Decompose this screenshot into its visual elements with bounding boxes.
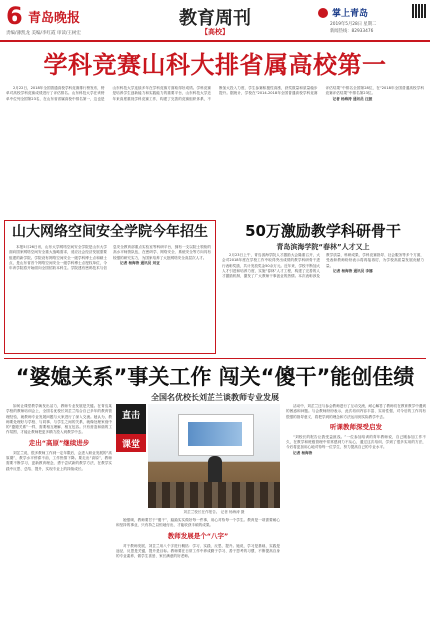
feature-photo [148, 404, 280, 508]
story3-subhead: 青岛滨海学院“春林”人才又上 [276, 243, 370, 251]
badge-ketang [116, 434, 146, 452]
masthead-rule [0, 40, 430, 42]
story3-body: 2月23日上午，青岛滨海学院人才激励大会隆重召开，大会对2018年度在学校工作中取得突出成绩的教学科研骨干进行表彰奖励，共计发放奖金50余万元。近年来，学校不断加大人才引进和培养力度，实施“春林”人才工程，构建了完善的人才激励机制，激发了广大教师干事创业的热情。本次表彰涉及教学质量、科研成果、学科竞赛指导、社会服务等多个方面，受表彰教师纷纷表示将再接再厉，为学校高质量发展贡献力量。 [222, 253, 424, 279]
app-logo-icon [318, 8, 328, 18]
story2-credit: 记者 杨海涛 通讯员 刘亚 [120, 260, 160, 265]
editor-line: 责编/薄凯龙 美编/李红霞 审读/王树宏 [6, 31, 81, 36]
story2-headline: 山大网络空间安全学院今年招生 [12, 224, 208, 240]
story2-article [9, 245, 211, 349]
feature-col3 [286, 404, 426, 616]
screen-slide [188, 422, 242, 446]
badge-zhiji [116, 404, 146, 434]
paper-name: 青岛晚报 [28, 11, 81, 26]
feature-credit: 记者 杨海涛 [293, 450, 313, 455]
section-subtitle: 【高校】 [201, 28, 229, 36]
feature-col2 [116, 518, 280, 616]
feature-section-b: 教师发展是个“八字” [167, 531, 229, 540]
feature-subhead: 全国名优校长刘芷兰谈教师专业发展 [151, 393, 279, 402]
feature-col2-body: 她强调，教师要甘于“傻干”，踏踏实实做好每一件事，用心对待每一个学生。教育是一项需要耐心和坚持的事业，只有持之以恒地付出，才能收获丰硕的成果。 [116, 518, 280, 528]
feature-col3-body: 活动中，刘芷兰还与参会教师进行了互动交流，耐心解答了教师们在教育教学中遇到的困惑和问题。与会教师纷纷表示，此次培训内容丰富、实用性强，对今后的工作具有很强的指导意义，将把学到的理念和方法运用到实际教学中去。 [286, 404, 426, 419]
story3-article [222, 253, 424, 351]
app-name: 掌上青岛 [332, 9, 369, 19]
story-incentive [220, 220, 426, 352]
feature-col3b-body: “刘校长的报告让我受益匪浅。”一位参加培训的青年教师说，自己刚参加工作不久，在教学和班级管理中常常感到力不从心，通过这次培训，学到了很多实用的方法，今后将更加用心地对待每一位学生，努力提高自己的专业水平。 [286, 434, 426, 450]
badge-bottom-text: 课堂 [121, 440, 140, 450]
story2-body: 本报5月26日讯，山东大学网络空间安全学院是山东大学面向国家网络空间安全重大战略需求，适应社会经济发展需要组建的新学院。学院设有网络空间安全一级学科博士点和硕士点，是山东省首个网络空间安全一级学科博士点授权单位，今年该学院将开始面向全国招收本科生。学院建有密码技术与信息安全教育部重点实验室等科研平台，拥有一支以院士领衔的高水平师资队伍，在密码学、网络安全、系统安全等方向具有较强的研究实力，为国家培养了大批网络安全高层次人才。 [9, 245, 211, 271]
feature-section-a: 走出“高原”继续进步 [28, 438, 90, 447]
story-box-cyber [4, 220, 216, 354]
lead-headline: 学科竞赛山科大排省属高校第一 [43, 51, 387, 79]
story3-headline: 50万激励教学科研骨干 [245, 222, 401, 240]
badge-top-text: 直击 [121, 411, 140, 421]
section-title: 教育周刊 [179, 8, 251, 29]
feature-col2b-body: 对于教师发展，刘芷兰用八个字进行概括：学习、实践、反思、提升。她说，学习是基础，实践是途径，反思是关键，提升是目标。教师要在日常工作中养成勤于学习、善于思考的习惯，不断提高自身的专业素养，做学生喜爱、家长满意的好老师。 [116, 543, 280, 559]
lead-body: 2月22日，2018年全国普通高校学科竞赛排行榜发布，榜单对高校学科竞赛成绩进行了评估排名。山东科技大学在该榜单中位列全国第23名，在山东省省属高校中排名第一，这也是山东科技大学连续多年在学科竞赛方面取得好成绩。学科竞赛是培养学生创新能力和实践能力的重要平台，山东科技大学近年来高度重视学科竞赛工作，构建了完善的竞赛组织体系，不断加大投入力度，学生参赛积极性高涨，获奖数量和质量稳步提升。据统计，学校在“2014-2018年全国普通高校学科竞赛评估结果”中排名全国第28位，在“2018年全国普通高校学科竞赛评估结果”中排名第23位。 [6, 86, 424, 101]
masthead [0, 0, 430, 50]
audience-row [148, 482, 280, 508]
story3-credit: 记者 杨海涛 通讯员 李娜 [333, 268, 373, 273]
feature-col1 [6, 404, 112, 616]
feature-col1-body: 如何让课堂教学焕发出活力，教师专业发展是关键。在青岛某学校的教师培训会上，全国名优校长刘芷兰结合自己多年的教育管理经验，就教师专业发展问题与大家进行了深入交流。她认为，教师要处理好与学校、与同事、与学生之间的关系，就像处理家庭中的“婆媳关系”一样，需要相互理解、相互包容。只有营造和谐的工作氛围，才能让教师把更多精力投入到教学中去。 [6, 404, 112, 435]
feature-col1b-body: 刘芷兰说，很多教师工作到一定年限后，会进入职业发展的“高原期”，教学水平停滞不前，工作热情下降。要走出“高原”，教师需要不断学习，更新教育理念，勇于尝试新的教学方法，在教学实践中反思、总结、提升，实现专业上的持续成长。 [6, 450, 112, 471]
page-number: 6 [6, 2, 23, 30]
issue-date: 2019年5月28日 星期二 [330, 22, 377, 27]
feature-headline: “婆媳关系”事关工作 闯关“傻干”能创佳绩 [15, 365, 415, 389]
lead-credit: 记者 杨海涛 通讯员 汪振 [332, 96, 373, 101]
lead-article [6, 86, 424, 214]
feature-section-c: 听课教师深受启发 [330, 422, 382, 431]
hotline: 新闻热线：82933476 [330, 29, 374, 34]
feature-rule [4, 358, 426, 359]
photo-caption: 刘芷兰校长在作报告。 记者 杨海涛 摄 [183, 510, 245, 514]
qr-code-icon [412, 4, 426, 18]
